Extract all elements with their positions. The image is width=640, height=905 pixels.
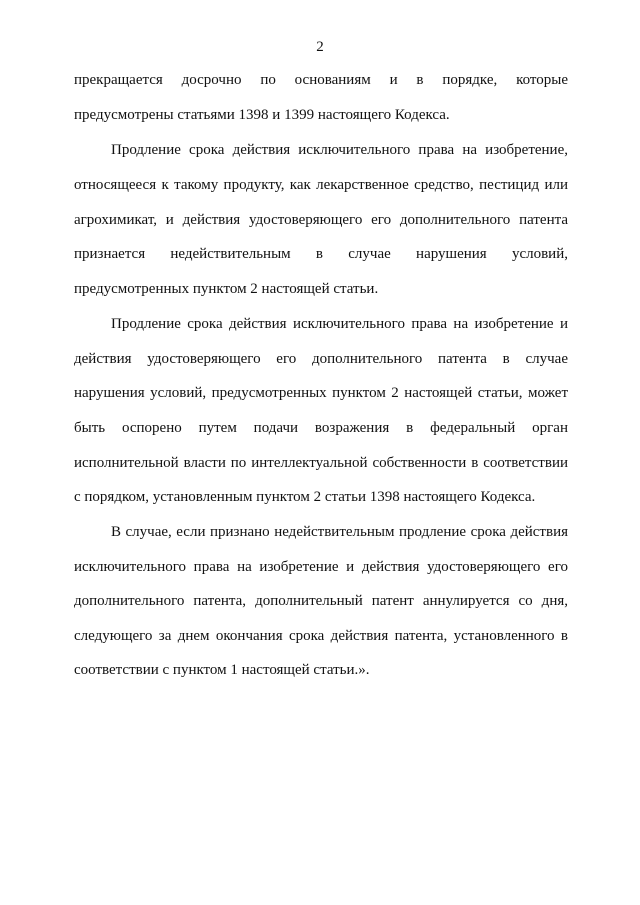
paragraph-3-line-1: Продление срока действия исключительного права на изобретение и <box>111 316 568 332</box>
paragraph-3-line-5: исполнительной власти по интеллектуальной собственности в соответствии <box>74 455 568 471</box>
paragraph-2-line-5: предусмотренных пунктом 2 настоящей статьи. <box>74 281 379 297</box>
paragraph-4-line-5: соответствии с пунктом 1 настоящей статьи.». <box>74 662 370 678</box>
paragraph-3-line-2: действия удостоверяющего его дополнительного патента в случае <box>74 351 568 367</box>
paragraph-1-line-2: предусмотрены статьями 1398 и 1399 настоящего Кодекса. <box>74 107 450 123</box>
paragraph-1-line-1: прекращается досрочно по основаниям и в порядке, которые <box>74 72 568 88</box>
paragraph-2-line-3: агрохимикат, и действия удостоверяющего его дополнительного патента <box>74 212 568 228</box>
paragraph-3-line-6: с порядком, установленным пунктом 2 статьи 1398 настоящего Кодекса. <box>74 489 536 505</box>
paragraph-3-line-3: нарушения условий, предусмотренных пунктом 2 настоящей статьи, может <box>74 385 568 401</box>
paragraph-2-line-1: Продление срока действия исключительного права на изобретение, <box>111 142 568 158</box>
page-number: 2 <box>316 39 324 55</box>
paragraph-4-line-2: исключительного права на изобретение и действия удостоверяющего его <box>74 559 568 575</box>
paragraph-2-line-4: признается недействительным в случае нарушения условий, <box>74 246 568 262</box>
paragraph-4-line-4: следующего за днем окончания срока действия патента, установленного в <box>74 628 568 644</box>
paragraph-2-line-2: относящееся к такому продукту, как лекарственное средство, пестицид или <box>74 177 568 193</box>
paragraph-3-line-4: быть оспорено путем подачи возражения в федеральный орган <box>74 420 568 436</box>
paragraph-4-line-3: дополнительного патента, дополнительный патент аннулируется со дня, <box>74 593 568 609</box>
paragraph-4-line-1: В случае, если признано недействительным продление срока действия <box>111 524 568 540</box>
